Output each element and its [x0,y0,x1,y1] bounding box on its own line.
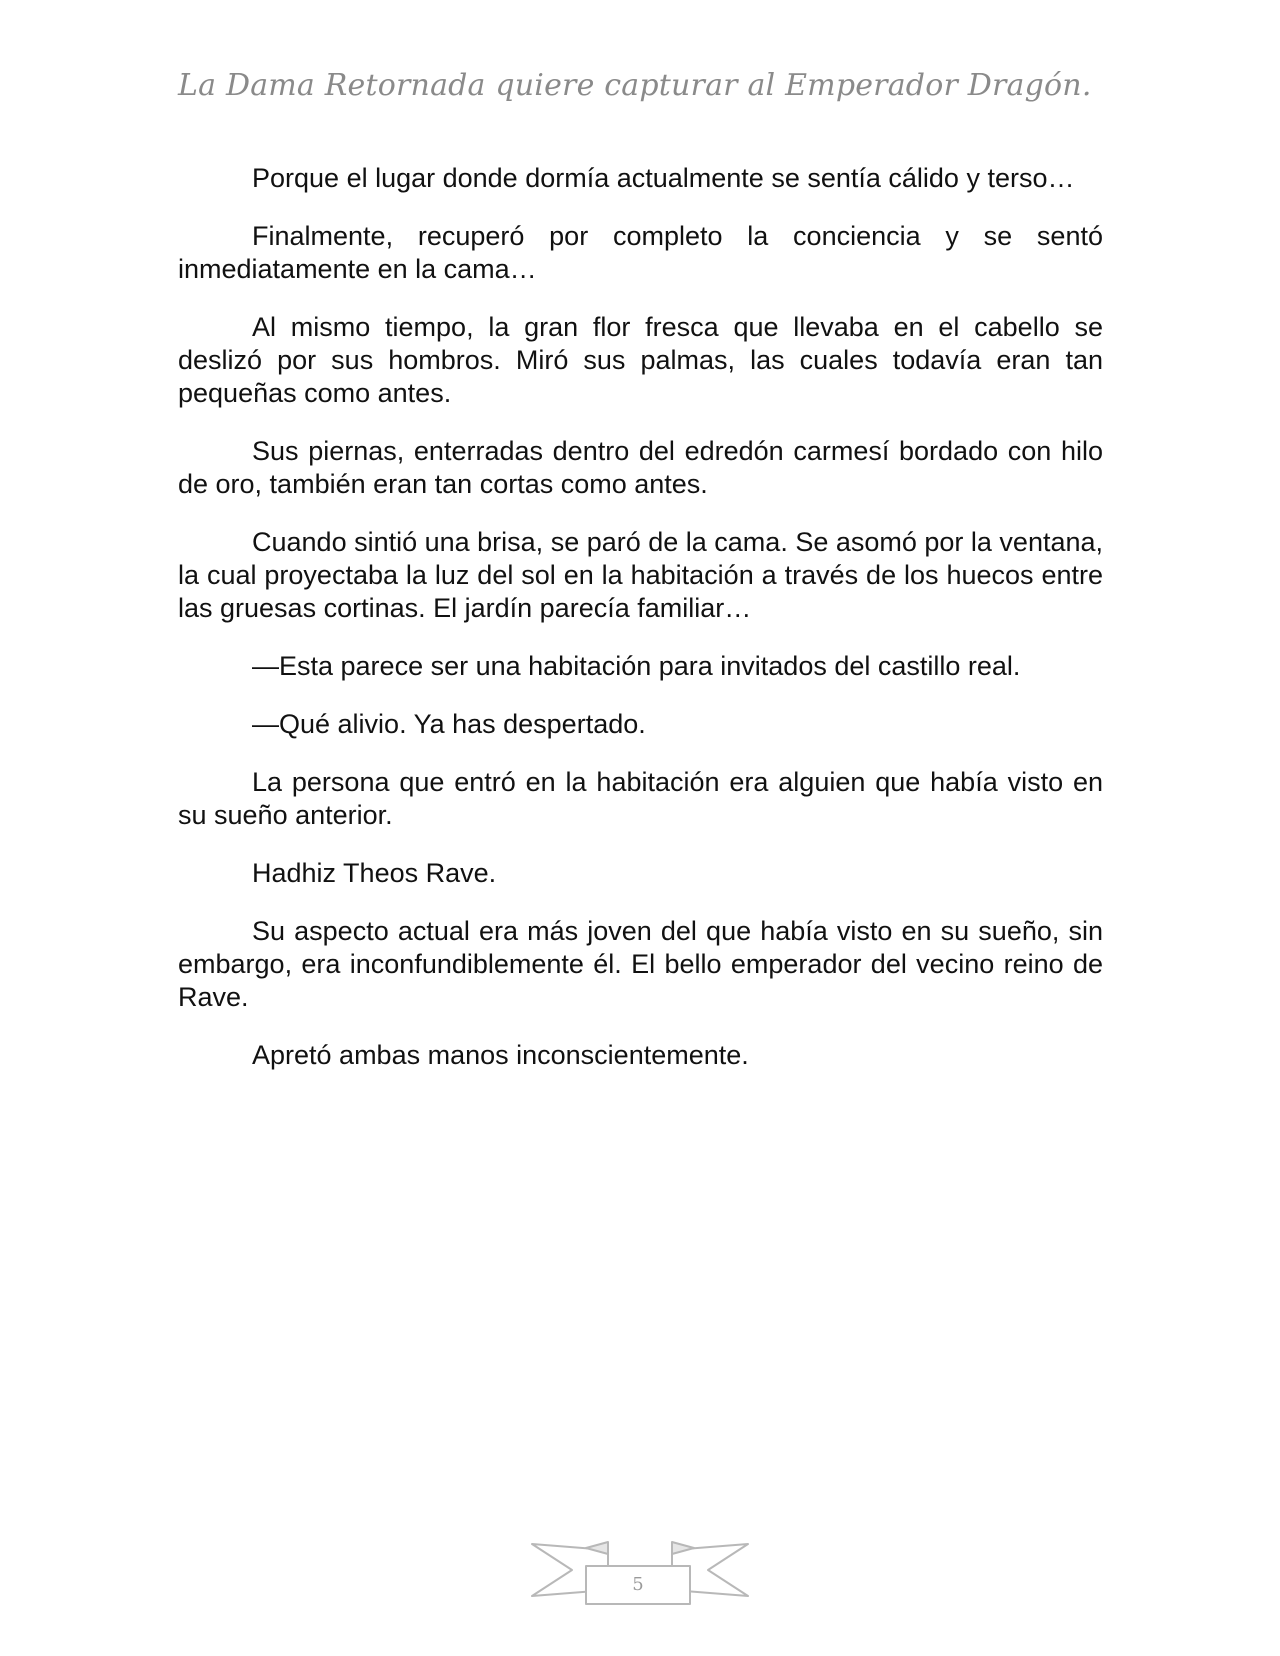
paragraph: —Qué alivio. Ya has despertado. [252,709,646,739]
paragraph: Porque el lugar donde dormía actualmente se sentía cálido y terso… [252,163,1075,193]
paragraph: Al mismo tiempo, la gran flor fresca que llevaba en el cabello se deslizó por sus hombros. Miró sus palmas, las cuales todavía eran tan pequeñas como antes. [178,312,1103,408]
paragraph: —Esta parece ser una habitación para invitados del castillo real. [252,651,1021,681]
paragraph: La persona que entró en la habitación era alguien que había visto en su sueño anterior. [178,767,1103,830]
paragraph: Hadhiz Theos Rave. [252,858,497,888]
paragraph: Apretó ambas manos inconscientemente. [252,1040,749,1070]
body-text [178,162,1103,1097]
paragraph: Cuando sintió una brisa, se paró de la cama. Se asomó por la ventana, la cual proyectaba la luz del sol en la habitación a través de los huecos entre las gruesas cortinas. El jardín parecía familiar… [178,527,1104,623]
running-header: La Dama Retornada quiere capturar al Emperador Dragón. [178,68,1092,103]
paragraph: Su aspecto actual era más joven del que había visto en su sueño, sin embargo, era inconfundiblemente él. El bello emperador del vecino reino de Rave. [178,916,1103,1012]
paragraph: Finalmente, recuperó por completo la conciencia y se sentó inmediatamente en la cama… [178,221,1103,284]
paragraph: Sus piernas, enterradas dentro del edredón carmesí bordado con hilo de oro, también eran tan cortas como antes. [178,436,1103,499]
page-number: 5 [632,1574,644,1595]
